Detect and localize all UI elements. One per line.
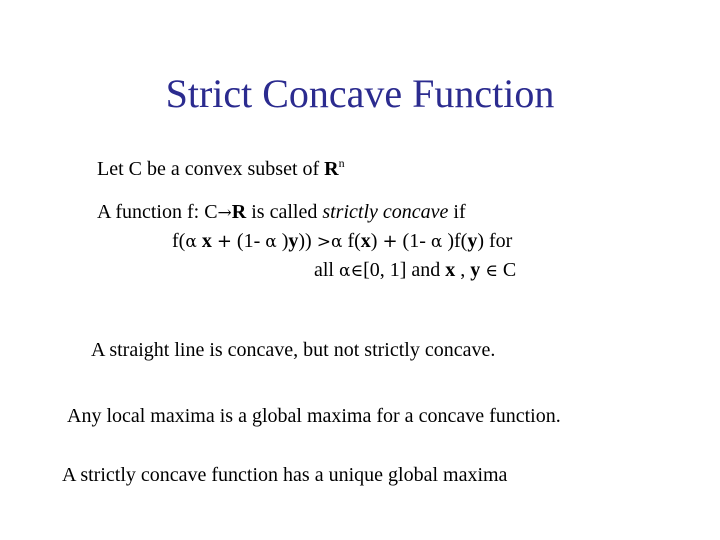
paren: ))	[298, 230, 312, 252]
definition-line-2	[172, 229, 512, 254]
convex-set-text: Let C be a convex subset of	[97, 158, 325, 180]
real-space-symbol: R	[324, 158, 339, 180]
y-vector: y	[470, 259, 481, 281]
one-minus: (1-	[236, 230, 261, 252]
one-minus: (1-	[402, 230, 426, 252]
dimension-superscript: n	[338, 156, 345, 170]
f-open: f(	[347, 230, 361, 252]
statement-straight-line: A straight line is concave, but not strictly concave.	[91, 339, 496, 361]
interval-text: [0, 1] and	[363, 259, 441, 281]
codomain-symbol: R	[231, 201, 247, 223]
definition-line-1	[97, 200, 466, 225]
paren: )	[370, 230, 378, 252]
convex-set-line	[97, 157, 345, 181]
all-text: all	[314, 259, 334, 281]
y-vector: y	[467, 230, 478, 252]
element-of-symbol: ∈	[350, 261, 364, 281]
alpha-symbol: α	[185, 232, 197, 252]
plus-symbol: +	[216, 231, 232, 252]
statement-local-maxima: Any local maxima is a global maxima for a concave function.	[67, 405, 561, 427]
strictly-concave-term: strictly concave	[322, 201, 449, 223]
x-vector: x	[360, 230, 371, 252]
for-text: ) for	[477, 230, 513, 252]
greater-than-symbol: >	[316, 232, 331, 252]
comma: ,	[460, 259, 466, 281]
alpha-symbol: α	[430, 232, 443, 252]
definition-line-3	[314, 258, 516, 283]
slide-title: Strict Concave Function	[165, 71, 555, 116]
x-vector: x	[201, 230, 212, 252]
definition-mid: is called	[246, 201, 323, 223]
alpha-symbol: α	[339, 261, 351, 281]
y-vector: y	[288, 230, 299, 252]
alpha-symbol: α	[265, 232, 277, 252]
set-c: C	[502, 259, 517, 281]
paren: )	[281, 230, 289, 252]
f-open: )f(	[447, 230, 468, 252]
alpha-symbol: α	[330, 232, 343, 252]
definition-tail: if	[448, 201, 466, 223]
plus-symbol: +	[382, 231, 398, 252]
element-of-symbol: ∈	[485, 261, 498, 281]
x-vector: x	[445, 259, 456, 281]
definition-lead: A function f: C	[97, 201, 218, 223]
statement-unique-maxima: A strictly concave function has a unique global maxima	[62, 464, 508, 486]
arrow-symbol: →	[217, 203, 232, 223]
f-open: f(	[172, 230, 186, 252]
